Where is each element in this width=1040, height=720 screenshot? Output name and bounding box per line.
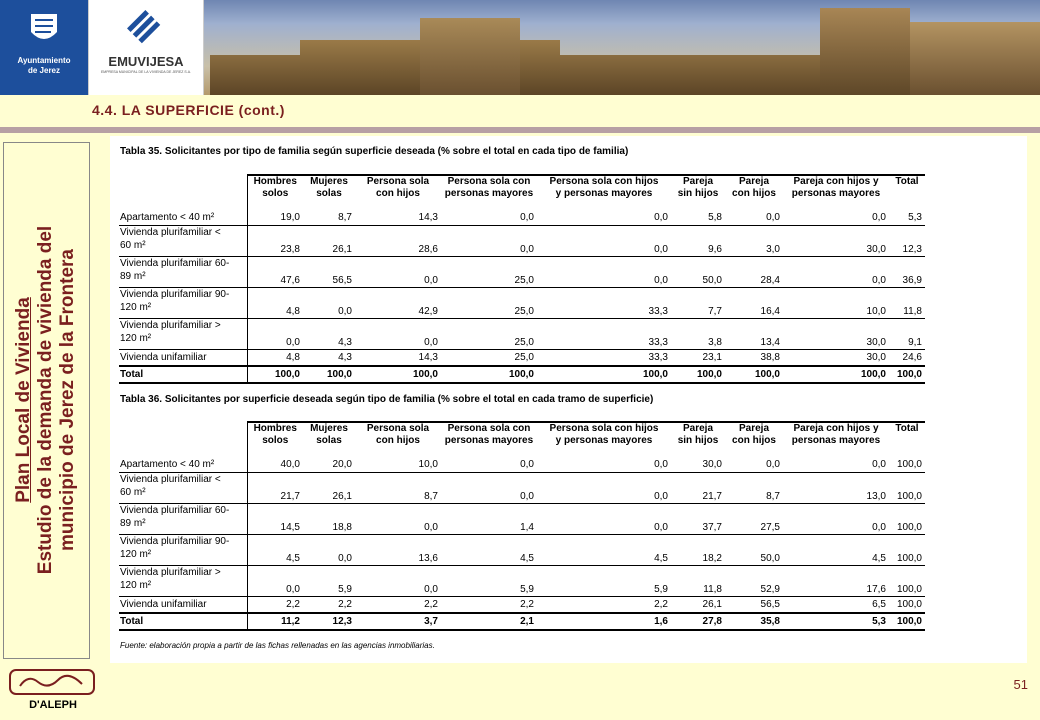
table-row — [119, 350, 925, 367]
table-cell: 5,3 — [889, 210, 925, 226]
table-cell: 0,0 — [537, 457, 671, 473]
ayuntamiento-text-1: Ayuntamiento — [17, 56, 71, 65]
table-cell: 0,0 — [537, 210, 671, 226]
table-row — [119, 504, 925, 535]
total-cell: 100,0 — [537, 366, 671, 383]
table-cell: 0,0 — [247, 566, 303, 597]
table-cell: 2,2 — [355, 597, 441, 614]
table-cell: 5,9 — [303, 566, 355, 597]
table-cell: 0,0 — [303, 535, 355, 566]
row-label — [119, 597, 247, 614]
column-header — [441, 422, 537, 457]
total-cell: 100,0 — [889, 366, 925, 383]
column-header — [355, 422, 441, 457]
table-cell: 0,0 — [537, 504, 671, 535]
table-cell: 33,3 — [537, 350, 671, 367]
table-cell: 19,0 — [247, 210, 303, 226]
cathedral-wing — [910, 22, 1040, 95]
daleph-logo — [8, 668, 98, 712]
table-cell: 50,0 — [725, 535, 783, 566]
row-label-line: Vivienda plurifamiliar 90- — [120, 289, 230, 300]
content-panel — [110, 136, 1027, 663]
row-label-line: 60 m² — [120, 240, 146, 251]
column-header-line2: sin hijos — [677, 188, 719, 199]
column-header-line2: con hijos — [732, 188, 776, 199]
row-label-line: Vivienda plurifamiliar 90- — [120, 536, 230, 547]
table-cell: 42,9 — [355, 288, 441, 319]
table-cell: 100,0 — [889, 566, 925, 597]
row-label-line: 89 m² — [120, 518, 146, 529]
table-cell: 17,6 — [783, 566, 889, 597]
table-cell: 4,8 — [247, 350, 303, 367]
table-cell: 13,4 — [725, 319, 783, 350]
total-cell: 100,0 — [355, 366, 441, 383]
header-blank-cell — [119, 175, 247, 210]
column-header — [537, 175, 671, 210]
header-blank-cell — [119, 422, 247, 457]
table-cell: 30,0 — [671, 457, 725, 473]
table-cell: 4,5 — [537, 535, 671, 566]
table-cell: 0,0 — [303, 288, 355, 319]
table-cell: 33,3 — [537, 319, 671, 350]
table-cell: 40,0 — [247, 457, 303, 473]
total-cell: 100,0 — [725, 366, 783, 383]
table-cell: 20,0 — [303, 457, 355, 473]
table-cell: 50,0 — [671, 257, 725, 288]
table-cell: 47,6 — [247, 257, 303, 288]
table-cell: 13,6 — [355, 535, 441, 566]
table-cell: 14,3 — [355, 350, 441, 367]
row-label — [119, 535, 247, 566]
column-header-line1: Pareja con hijos y — [793, 176, 879, 187]
table-cell: 0,0 — [537, 226, 671, 257]
total-label: Total — [119, 613, 247, 630]
column-header-line1: Persona sola — [366, 176, 430, 187]
table-cell: 0,0 — [441, 226, 537, 257]
row-label-line: Vivienda unifamiliar — [120, 599, 207, 610]
row-label-line: Vivienda unifamiliar — [120, 352, 207, 363]
table-row — [119, 257, 925, 288]
table-cell: 18,8 — [303, 504, 355, 535]
table-cell: 6,5 — [783, 597, 889, 614]
table-cell: 30,0 — [783, 226, 889, 257]
column-header-line2: solos — [262, 435, 289, 446]
table-cell: 100,0 — [889, 473, 925, 504]
total-row — [119, 613, 925, 630]
row-label — [119, 319, 247, 350]
table-cell: 0,0 — [537, 473, 671, 504]
column-header-line2: con hijos — [376, 188, 420, 199]
table-cell: 0,0 — [441, 473, 537, 504]
row-label-line: Vivienda plurifamiliar < — [120, 474, 221, 485]
section-title: 4.4. LA SUPERFICIE (cont.) — [92, 102, 285, 118]
table-row — [119, 226, 925, 257]
table-cell: 4,8 — [247, 288, 303, 319]
table-cell: 37,7 — [671, 504, 725, 535]
column-header — [671, 422, 725, 457]
column-header-line1: Total — [895, 176, 919, 187]
total-cell: 100,0 — [303, 366, 355, 383]
table35-caption: Tabla 35. Solicitantes por tipo de familia según superficie deseada (% sobre el total en cada tipo de familia) — [120, 146, 629, 157]
table-cell: 8,7 — [355, 473, 441, 504]
column-header-line2: solas — [316, 188, 342, 199]
table-row — [119, 319, 925, 350]
total-cell: 100,0 — [671, 366, 725, 383]
table-cell: 0,0 — [355, 566, 441, 597]
table-cell: 0,0 — [783, 457, 889, 473]
column-header-line1: Hombres — [253, 176, 297, 187]
column-header — [671, 175, 725, 210]
column-header — [783, 422, 889, 457]
table-cell: 25,0 — [441, 319, 537, 350]
table-cell: 25,0 — [441, 257, 537, 288]
row-label-line: Vivienda plurifamiliar < — [120, 227, 221, 238]
row-label-line: 60 m² — [120, 487, 146, 498]
column-header-line1: Pareja — [682, 176, 714, 187]
total-row — [119, 366, 925, 383]
row-label — [119, 288, 247, 319]
table-cell: 56,5 — [303, 257, 355, 288]
cathedral-tower — [820, 8, 910, 95]
column-header — [725, 422, 783, 457]
daleph-logo-text: D'ALEPH — [29, 699, 77, 711]
row-label-line: Apartamento < 40 m² — [120, 212, 215, 223]
table-cell: 0,0 — [783, 257, 889, 288]
column-header-line1: Persona sola con — [447, 176, 531, 187]
table-row — [119, 473, 925, 504]
emuvijesa-name: EMUVIJESA — [108, 54, 184, 69]
table-cell: 8,7 — [725, 473, 783, 504]
column-header-line2: personas mayores — [444, 435, 534, 446]
source-note: Fuente: elaboración propia a partir de las fichas rellenadas en las agencias inmobiliarias. — [120, 641, 435, 650]
table-cell: 3,8 — [671, 319, 725, 350]
table-cell: 27,5 — [725, 504, 783, 535]
column-header — [537, 422, 671, 457]
table-cell: 8,7 — [303, 210, 355, 226]
emuvijesa-mark-icon — [127, 8, 161, 46]
column-header-line1: Mujeres — [310, 176, 348, 187]
table-cell: 21,7 — [247, 473, 303, 504]
table-cell: 0,0 — [355, 257, 441, 288]
table-cell: 0,0 — [725, 210, 783, 226]
column-header-line2: sin hijos — [677, 435, 719, 446]
row-label — [119, 504, 247, 535]
column-header-line1: Total — [895, 423, 919, 434]
table-cell: 100,0 — [889, 457, 925, 473]
table-cell: 23,8 — [247, 226, 303, 257]
total-cell: 35,8 — [725, 613, 783, 630]
row-label — [119, 257, 247, 288]
column-header-line2: personas mayores — [791, 435, 881, 446]
table-cell: 11,8 — [671, 566, 725, 597]
sidebar-title-line2: Estudio de la demanda de vivienda del — [35, 225, 56, 575]
total-cell: 5,3 — [783, 613, 889, 630]
column-header-line2: solos — [262, 188, 289, 199]
sidebar-title — [13, 150, 79, 650]
sidebar-title-line3: municipio de Jerez de la Frontera — [57, 249, 78, 551]
row-label — [119, 226, 247, 257]
table-cell: 3,0 — [725, 226, 783, 257]
table-cell: 4,3 — [303, 350, 355, 367]
column-header — [303, 422, 355, 457]
table-cell: 9,6 — [671, 226, 725, 257]
row-label-line: 120 m² — [120, 302, 152, 313]
table-cell: 0,0 — [537, 257, 671, 288]
table-cell: 4,5 — [783, 535, 889, 566]
total-cell: 100,0 — [783, 366, 889, 383]
table36 — [119, 421, 925, 631]
table-cell: 2,2 — [537, 597, 671, 614]
table-cell: 21,7 — [671, 473, 725, 504]
table-row — [119, 597, 925, 614]
column-header-line2: y personas mayores — [555, 188, 653, 199]
total-cell: 1,6 — [537, 613, 671, 630]
column-header-line1: Persona sola — [366, 423, 430, 434]
table-cell: 100,0 — [889, 535, 925, 566]
table-cell: 13,0 — [783, 473, 889, 504]
row-label-line: 89 m² — [120, 271, 146, 282]
row-label — [119, 566, 247, 597]
row-label-line: 120 m² — [120, 580, 152, 591]
total-cell: 2,1 — [441, 613, 537, 630]
table-cell: 28,4 — [725, 257, 783, 288]
total-cell: 3,7 — [355, 613, 441, 630]
table-cell: 10,0 — [783, 288, 889, 319]
table-cell: 33,3 — [537, 288, 671, 319]
table-cell: 9,1 — [889, 319, 925, 350]
table-cell: 12,3 — [889, 226, 925, 257]
total-label: Total — [119, 366, 247, 383]
column-header — [303, 175, 355, 210]
total-cell: 27,8 — [671, 613, 725, 630]
row-label-line: Vivienda plurifamiliar 60- — [120, 505, 230, 516]
row-label-line: Vivienda plurifamiliar > — [120, 567, 221, 578]
total-cell: 11,2 — [247, 613, 303, 630]
table-cell: 24,6 — [889, 350, 925, 367]
row-label-line: Vivienda plurifamiliar 60- — [120, 258, 230, 269]
column-header-line2: con hijos — [732, 435, 776, 446]
table-cell: 38,8 — [725, 350, 783, 367]
column-header-line1: Hombres — [253, 423, 297, 434]
table-cell: 2,2 — [441, 597, 537, 614]
table-cell: 52,9 — [725, 566, 783, 597]
row-label — [119, 210, 247, 226]
table-cell: 0,0 — [355, 504, 441, 535]
column-header — [889, 422, 925, 457]
row-label — [119, 457, 247, 473]
column-header — [725, 175, 783, 210]
table-cell: 5,9 — [441, 566, 537, 597]
table-cell: 11,8 — [889, 288, 925, 319]
table-cell: 4,3 — [303, 319, 355, 350]
table-cell: 100,0 — [889, 504, 925, 535]
column-header — [247, 175, 303, 210]
table-row — [119, 288, 925, 319]
table-cell: 0,0 — [355, 319, 441, 350]
table-cell: 5,9 — [537, 566, 671, 597]
sidebar-title-line1: Plan Local de Vivienda — [13, 297, 34, 503]
table-cell: 0,0 — [725, 457, 783, 473]
row-label-line: 120 m² — [120, 549, 152, 560]
table-cell: 10,0 — [355, 457, 441, 473]
column-header-line1: Persona sola con hijos — [549, 176, 659, 187]
table-cell: 36,9 — [889, 257, 925, 288]
table36-caption: Tabla 36. Solicitantes por superficie deseada según tipo de familia (% sobre el total en cada tramo de superficie) — [120, 394, 654, 405]
table-cell: 4,5 — [247, 535, 303, 566]
row-label-line: Vivienda plurifamiliar > — [120, 320, 221, 331]
table-cell: 14,5 — [247, 504, 303, 535]
row-label-line: 120 m² — [120, 333, 152, 344]
column-header — [783, 175, 889, 210]
daleph-logo-icon — [8, 668, 98, 712]
table-cell: 0,0 — [441, 457, 537, 473]
total-cell: 100,0 — [441, 366, 537, 383]
column-header-line1: Persona sola con — [447, 423, 531, 434]
table-cell: 30,0 — [783, 319, 889, 350]
table-row — [119, 566, 925, 597]
table-cell: 0,0 — [783, 210, 889, 226]
table-cell: 7,7 — [671, 288, 725, 319]
table-row — [119, 210, 925, 226]
table-cell: 26,1 — [303, 473, 355, 504]
column-header-line2: personas mayores — [791, 188, 881, 199]
table-cell: 25,0 — [441, 288, 537, 319]
column-header-line1: Pareja — [738, 423, 770, 434]
column-header — [247, 422, 303, 457]
emuvijesa-logo — [89, 0, 204, 95]
column-header-line1: Pareja con hijos y — [793, 423, 879, 434]
table-cell: 2,2 — [303, 597, 355, 614]
table-cell: 0,0 — [783, 504, 889, 535]
page-number: 51 — [1013, 677, 1028, 692]
table-cell: 0,0 — [247, 319, 303, 350]
table-cell: 5,8 — [671, 210, 725, 226]
row-label — [119, 473, 247, 504]
row-label-line: Apartamento < 40 m² — [120, 459, 215, 470]
column-header-line1: Pareja — [682, 423, 714, 434]
table-cell: 2,2 — [247, 597, 303, 614]
total-cell: 100,0 — [889, 613, 925, 630]
column-header — [441, 175, 537, 210]
sidebar-panel — [3, 142, 90, 659]
column-header — [889, 175, 925, 210]
column-header-line2: solas — [316, 435, 342, 446]
table-cell: 100,0 — [889, 597, 925, 614]
table-cell: 56,5 — [725, 597, 783, 614]
table-cell: 0,0 — [441, 210, 537, 226]
cathedral-dome — [420, 18, 520, 95]
emuvijesa-subtitle: EMPRESA MUNICIPAL DE LA VIVIENDA DE JEREZ S.A. — [100, 70, 192, 74]
table-cell: 18,2 — [671, 535, 725, 566]
column-header-line2: con hijos — [376, 435, 420, 446]
total-cell: 12,3 — [303, 613, 355, 630]
table-cell: 1,4 — [441, 504, 537, 535]
ayuntamiento-text-2: de Jerez — [27, 66, 61, 75]
column-header-line2: y personas mayores — [555, 435, 653, 446]
table-cell: 25,0 — [441, 350, 537, 367]
table-cell: 26,1 — [671, 597, 725, 614]
column-header — [355, 175, 441, 210]
coat-of-arms-icon — [29, 12, 59, 46]
table35 — [119, 174, 925, 384]
table-cell: 23,1 — [671, 350, 725, 367]
table-cell: 28,6 — [355, 226, 441, 257]
column-header-line1: Persona sola con hijos — [549, 423, 659, 434]
header-banner — [0, 0, 1040, 95]
total-cell: 100,0 — [247, 366, 303, 383]
ayuntamiento-logo — [0, 0, 89, 95]
title-rule — [0, 127, 1040, 133]
table-cell: 14,3 — [355, 210, 441, 226]
table-cell: 30,0 — [783, 350, 889, 367]
table-cell: 16,4 — [725, 288, 783, 319]
table-row — [119, 457, 925, 473]
table-cell: 26,1 — [303, 226, 355, 257]
column-header-line1: Mujeres — [310, 423, 348, 434]
row-label — [119, 350, 247, 367]
column-header-line2: personas mayores — [444, 188, 534, 199]
table-row — [119, 535, 925, 566]
column-header-line1: Pareja — [738, 176, 770, 187]
table-cell: 4,5 — [441, 535, 537, 566]
